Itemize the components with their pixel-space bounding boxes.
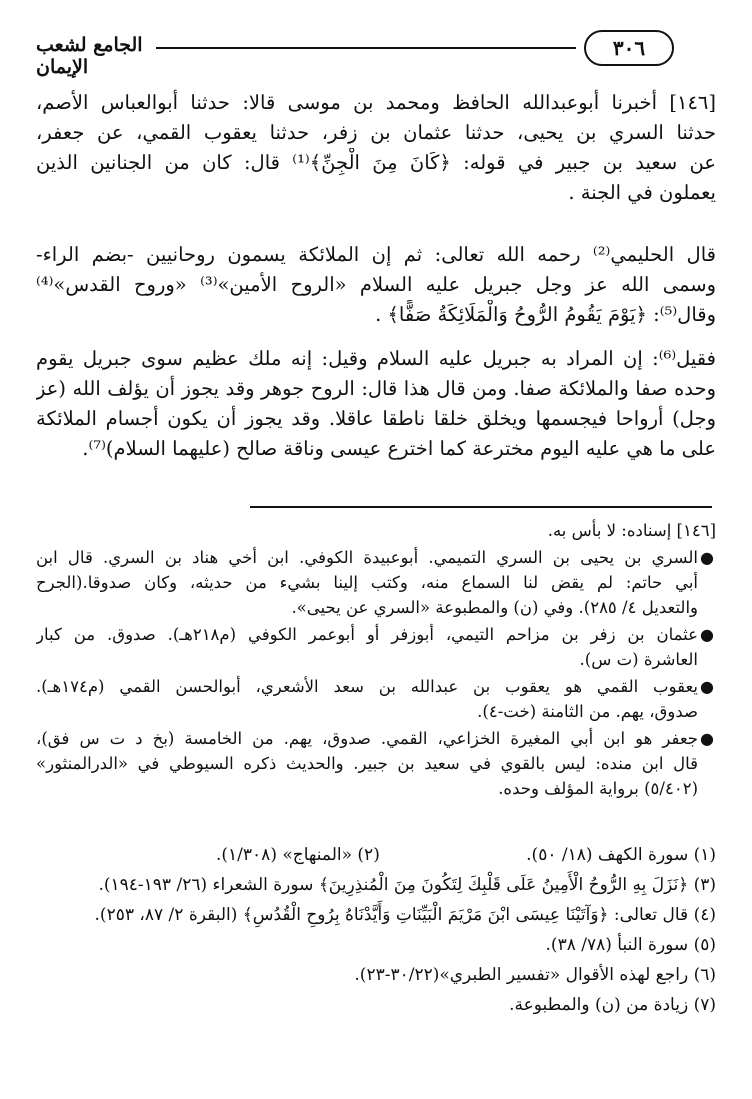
note-line: عثمان بن زفر بن مزاحم التيمي، أبوزفر أو أبوعمر الكوفي (م٢١٨هـ). صدوق. من كبار	[36, 625, 698, 644]
text-line: يعملون في الجنة .	[568, 181, 716, 204]
text-line: عن سعيد بن جبير في قوله: ﴿كَانَ مِنَ الْجِنِّ﴾⁽¹⁾ قال: كان من الجنانين الذين	[36, 151, 716, 174]
text-line: وسمى الله عز وجل جبريل عليه السلام «الروح الأمين»⁽³⁾ «وروح القدس»⁽⁴⁾	[36, 273, 716, 296]
bullet-icon: ●	[700, 625, 714, 644]
note-line: العاشرة (ت س).	[579, 650, 698, 669]
narrator-note	[36, 674, 716, 724]
narrator-note	[36, 622, 716, 672]
footnote-2: (٢) «المنهاج» (١/٣٠٨).	[216, 845, 380, 865]
footnote-5: (٥) سورة النبأ (٧٨/ ٣٨).	[545, 935, 716, 955]
text-line: وقال⁽⁵⁾: ﴿يَوْمَ يَقُومُ الرُّوحُ وَالْمَلَائِكَةُ صَفًّا﴾ .	[375, 303, 716, 326]
footnote-row	[36, 930, 716, 960]
book-title: الجامع لشعب الإيمان	[36, 34, 143, 78]
bullet-icon: ●	[700, 677, 714, 696]
bullet-icon: ●	[700, 729, 714, 748]
commentary-paragraph	[36, 344, 716, 464]
text-line: وحده صفا والملائكة صفا. ومن قال هذا قال: الروح جوهر وقد يجوز أن يؤلف الله (عز	[36, 377, 716, 400]
text-line: على ما هي عليه اليوم مخترعة كما اخترع عيسى وناقة صالح (عليهما السلام)⁽⁷⁾.	[82, 437, 716, 460]
note-line: قال ابن منده: ليس بالقوي في سعيد بن جبير. والحديث ذكره السيوطي في «الدرالمنثور»	[36, 754, 698, 773]
note-line: (٥/٤٠٢) برواية المؤلف وحده.	[498, 779, 698, 798]
narrator-note	[36, 726, 716, 801]
page-number: ٣٠٦	[584, 30, 674, 66]
narrator-note	[36, 545, 716, 620]
note-line: والتعديل ٤/ ٢٨٥). وفي (ن) والمطبوعة «السري عن يحيى».	[291, 598, 698, 617]
footnote-row	[36, 870, 716, 900]
footnote-7: (٧) زيادة من (ن) والمطبوعة.	[509, 995, 716, 1015]
footnote-6: (٦) راجع لهذه الأقوال «تفسير الطبري»(٣٠/٢٢-٢٣).	[354, 965, 716, 985]
footnote-row	[36, 900, 716, 930]
page-header	[36, 28, 716, 78]
note-line: جعفر هو ابن أبي المغيرة الخزاعي، القمي. صدوق، يهم. من الخامسة (بخ د ت س فق)،	[36, 729, 698, 748]
text-line: حدثنا السري بن يحيى، حدثنا عثمان بن زفر، حدثنا يعقوب القمي، عن جعفر،	[36, 121, 716, 144]
text-line: [١٤٦] أخبرنا أبوعبدالله الحافظ ومحمد بن موسى قالا: حدثنا أبوالعباس الأصم،	[36, 91, 716, 114]
footnote-3: (٣) ﴿نَزَلَ بِهِ الرُّوحُ الْأَمِينُ عَلَى قَلْبِكَ لِتَكُونَ مِنَ الْمُنذِرِينَ﴾ سورة الشعراء (٢٦/ ١٩٣-١٩٤).	[98, 875, 716, 895]
footnote-row	[36, 840, 716, 870]
isnad-notes	[36, 518, 716, 801]
text-line: فقيل⁽⁶⁾: إن المراد به جبريل عليه السلام وقيل: إنه ملك عظيم سوى جبريل يقوم	[36, 347, 716, 370]
notes-heading: [١٤٦] إسناده: لا بأس به.	[547, 521, 716, 540]
note-line: صدوق، يهم. من الثامنة (خت-٤).	[477, 702, 698, 721]
note-line: السري بن يحيى بن السري التميمي. أبوعبيدة الكوفي. ابن أخي هناد بن السري. قال ابن	[36, 548, 698, 567]
footnote-1: (١) سورة الكهف (١٨/ ٥٠).	[526, 845, 716, 865]
bullet-icon: ●	[700, 548, 714, 567]
halimi-paragraph	[36, 240, 716, 330]
footnote-row	[36, 960, 716, 990]
text-line: وجل) أرواحا فيجسمها ويخلق خلقا ناطقا عاقلا. وقد يجوز أن يكون أجسام الملائكة	[36, 407, 716, 430]
footnote-4: (٤) قال تعالى: ﴿وَآتَيْنَا عِيسَى ابْنَ مَرْيَمَ الْبَيِّنَاتِ وَأَيَّدْنَاهُ بِرُوحِ الْقُدُسِ﴾ (البقرة ٢/ ٨٧، ٢٥٣).	[94, 905, 716, 925]
note-line: يعقوب القمي هو يعقوب بن عبدالله بن سعد الأشعري، أبوالحسن القمي (م١٧٤هـ).	[36, 677, 698, 696]
hadith-paragraph	[36, 88, 716, 208]
text-line: قال الحليمي⁽²⁾ رحمه الله تعالى: ثم إن الملائكة يسمون روحانيين -بضم الراء-	[36, 243, 716, 266]
footnotes	[36, 840, 716, 1020]
note-line: أبي حاتم: لم يقض لنا السماع منه، وكتب إلينا بشيء من حديثه، وكان صدوقا.(الجرح	[36, 573, 698, 592]
notes-separator	[250, 506, 712, 508]
footnote-row	[36, 990, 716, 1020]
header-rule	[156, 47, 576, 49]
